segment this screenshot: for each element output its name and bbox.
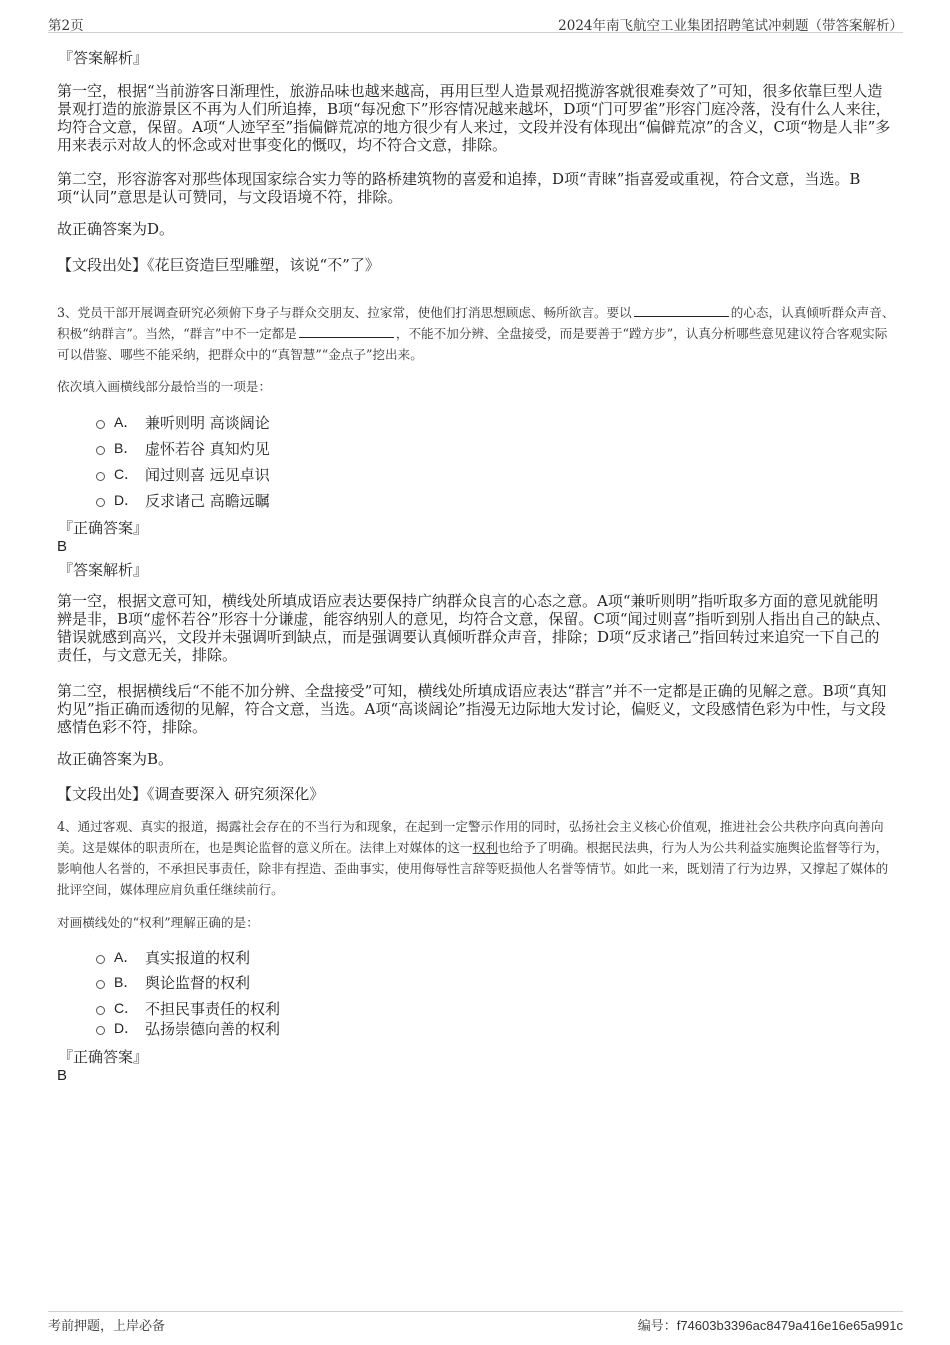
q3-blank-1	[634, 304, 729, 317]
q3-option-d[interactable]: D． 反求诸己 高瞻远瞩	[96, 490, 270, 510]
page-footer	[48, 1311, 903, 1334]
q4-prompt: 对画横线处的“权利”理解正确的是：	[57, 915, 259, 930]
q2-analysis-label: 『答案解析』	[58, 49, 149, 67]
q3-analysis-paragraph-2: 第二空，根据横线后“不能不加分辨、全盘接受”可知，横线处所填成语应表达“群言”并不一定都是正确的见解之意。B项“真知灼见”指正确而透彻的见解，符合文意，当选。A项“高谈阔论”指漫无边际地大发讨论，偏贬义，文段感情色彩为中性，与文段感情色彩不符，排除。	[57, 682, 887, 736]
radio-icon[interactable]	[96, 420, 105, 429]
q3-source: 【文段出处】《调查要深入 研究须深化》	[57, 785, 325, 803]
q4-answer: B	[57, 1067, 68, 1084]
q4-answer-label: 『正确答案』	[58, 1048, 149, 1066]
q3-answer-label: 『正确答案』	[58, 519, 149, 537]
q2-analysis-paragraph-2: 第二空，形容游客对那些体现国家综合实力等的路桥建筑物的喜爱和追捧，D项“青睐”指喜爱或重视，符合文意，当选。B项“认同”意思是认可赞同，与文段语境不符，排除。	[57, 170, 861, 206]
radio-icon[interactable]	[96, 446, 105, 455]
q3-option-b[interactable]: B． 虚怀若谷 真知灼见	[96, 438, 270, 458]
page-header	[48, 12, 903, 33]
q4-option-b[interactable]: B． 舆论监督的权利	[96, 972, 250, 992]
q3-question-text: 3、党员干部开展调查研究必须俯下身子与群众交朋友、拉家常，使他们打消思想顾虑、畅所欲言。要以 的心态，认真倾听群众声音、积极“纳群言”。当然，“群言”中不一定都是 ，不能不加分辨、全盘接受，而是要善于“蹚方步”，认真分析哪些意见建议符合客观实际可以借鉴、哪些不能采纳，把群众中的“真智慧”“金点子”挖出来。	[57, 305, 895, 362]
radio-icon[interactable]	[96, 1026, 105, 1035]
q4-option-c[interactable]: C． 不担民事责任的权利	[96, 998, 280, 1018]
page-number: 第2页	[48, 18, 84, 34]
radio-icon[interactable]	[96, 472, 105, 481]
radio-icon[interactable]	[96, 955, 105, 964]
document-id: 编号：f74603b3396ac8479a416e16e65a991c	[637, 1318, 903, 1333]
q3-blank-2	[299, 325, 394, 338]
document-title: 2024年南飞航空工业集团招聘笔试冲刺题（带答案解析）	[558, 18, 903, 34]
q3-answer: B	[57, 538, 68, 555]
q2-source: 【文段出处】《花巨资造巨型雕塑，该说“不”了》	[57, 256, 380, 274]
q3-option-a[interactable]: A． 兼听则明 高谈阔论	[96, 412, 270, 432]
q4-underlined-term: 权利	[472, 840, 498, 855]
radio-icon[interactable]	[96, 980, 105, 989]
q3-option-c[interactable]: C． 闻过则喜 远见卓识	[96, 464, 270, 484]
q2-analysis-paragraph-1: 第一空，根据“当前游客日渐理性，旅游品味也越来越高，再用巨型人造景观招揽游客就很难奏效了”可知，很多依靠巨型人造景观打造的旅游景区不再为人们所追捧，B项“每况愈下”形容情况越来越坏，D项“门可罗雀”形容门庭冷落，没有什么人来往，均符合文意，保留。A项“人迹罕至”指偏僻荒凉的地方很少有人来过，文段并没有体现出“偏僻荒凉”的含义，C项“物是人非”多用来表示对故人的怀念或对世事变化的慨叹，均不符合文意，排除。	[57, 82, 891, 154]
q4-question-text: 4、通过客观、真实的报道，揭露社会存在的不当行为和现象，在起到一定警示作用的同时，弘扬社会主义核心价值观，推进社会公共秩序向真向善向美。这是媒体的职责所在，也是舆论监督的意义所在。法律上对媒体的这一权利也给予了明确。根据民法典，行为人为公共利益实施舆论监督等行为，影响他人名誉的，不承担民事责任，除非有捏造、歪曲事实，使用侮辱性言辞等贬损他人名誉等情节。如此一来，既划清了行为边界，又撑起了媒体的批评空间，媒体理应肩负重任继续前行。	[57, 819, 889, 897]
q3-analysis-paragraph-1: 第一空，根据文意可知，横线处所填成语应表达要保持广纳群众良言的心态之意。A项“兼听则明”指听取多方面的意见就能明辨是非，B项“虚怀若谷”形容十分谦虚，能容纳别人的意见，均符合文意，保留。C项“闻过则喜”指听到别人指出自己的缺点、错误就感到高兴，文段并未强调听到缺点，而是强调要认真倾听群众声音，排除；D项“反求诸己”指回转过来追究一下自己的责任，与文意无关，排除。	[57, 592, 891, 664]
q3-analysis-label: 『答案解析』	[58, 561, 149, 579]
footer-slogan: 考前押题，上岸必备	[48, 1319, 166, 1334]
q4-option-d[interactable]: D． 弘扬崇德向善的权利	[96, 1018, 280, 1038]
radio-icon[interactable]	[96, 1006, 105, 1015]
q3-conclusion: 故正确答案为B。	[57, 750, 174, 768]
q3-prompt: 依次填入画横线部分最恰当的一项是：	[57, 379, 272, 394]
q2-conclusion: 故正确答案为D。	[57, 220, 175, 238]
radio-icon[interactable]	[96, 498, 105, 507]
q4-option-a[interactable]: A． 真实报道的权利	[96, 947, 250, 967]
